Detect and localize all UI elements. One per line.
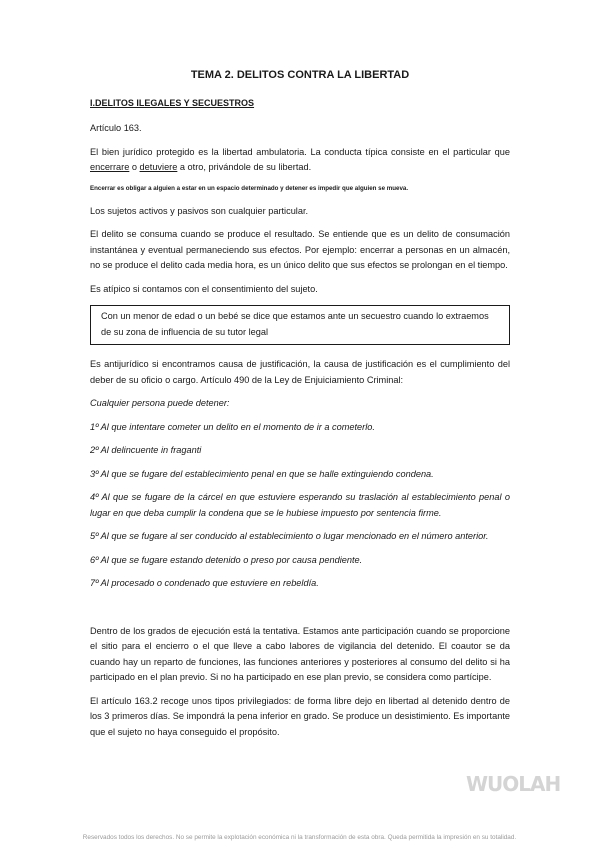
page-title: TEMA 2. DELITOS CONTRA LA LIBERTAD (190, 69, 410, 81)
highlight-box: Con un menor de edad o un bebé se dice que estamos ante un secuestro cuando lo extraemos de su zona de influencia de su tutor legal (90, 305, 510, 345)
list-item: 1º Al que intentare cometer un delito en el momento de ir a cometerlo. (90, 421, 375, 432)
term-encerrare: encerrare (90, 162, 130, 172)
paragraph-antijuridical: Es antijurídico si encontramos causa de justificación, la causa de justificación es el cumplimiento del deber de su oficio o cargo. Artículo 490 de la Ley de Enjuiciamiento Criminal: (90, 359, 510, 385)
paragraph-attempt: Dentro de los grados de ejecución está la tentativa. Estamos ante participación cuando se proporcione el sitio para el encierro o el que lleve a cabo labores de vigilancia del detenido. El coautor se da cuando hay un reparto de funciones, las funciones anteriores y posteriores al consumo del delito si ha participado en el plan previo. Si no ha participado en ese plan previo, se considera como partícipe. (90, 625, 510, 682)
wuolah-logo: WUOLAH (466, 772, 561, 796)
detention-list (90, 396, 510, 592)
list-intro: Cualquier persona puede detener: (90, 398, 230, 408)
definition-note: Encerrar es obligar a alguien a estar en un espacio determinado y detener es impedir que alguien se mueva. (90, 184, 409, 192)
article-reference: Artículo 163. (90, 123, 142, 133)
list-item: 2º Al delincuente in fraganti (90, 445, 202, 455)
paragraph-consummation: El delito se consuma cuando se produce el resultado. Se entiende que es un delito de consumación instantánea y eventual permaneciendo sus efectos. Por ejemplo: encerrar a personas en un almacén, no se produce el delito cada media hora, es un único delito que sus efectos se prolongan en el tiempo. (90, 229, 510, 270)
term-detuviere: detuviere (139, 162, 178, 172)
paragraph-atypical: Es atípico si contamos con el consentimiento del sujeto. (90, 283, 318, 294)
spacer (90, 600, 510, 624)
list-item: 3º Al que se fugare del establecimiento penal en que se halle extinguiendo condena. (90, 468, 434, 479)
paragraph-privileged: El artículo 163.2 recoge unos tipos privilegiados: de forma libre dejo en libertad al detenido dentro de los 3 primeros días. Se impondrá la pena inferior en grado. Se produce un desistimiento. Es importante que el sujeto no haya conseguido el propósito. (90, 695, 510, 737)
paragraph-legal-interest: El bien jurídico protegido es la libertad ambulatoria. La conducta típica consiste en el particular que encerrare o detuviere a otro, privándole de su libertad. (90, 146, 510, 172)
paragraph-subjects: Los sujetos activos y pasivos son cualquier particular. (90, 205, 309, 216)
list-item: 5º Al que se fugare al ser conducido al establecimiento o lugar mencionado en el número anterior. (90, 531, 489, 541)
section-heading: I.DELITOS ILEGALES Y SECUESTROS (90, 97, 255, 108)
list-item: 7º Al procesado o condenado que estuviere en rebeldía. (90, 578, 319, 588)
list-item: 4º Al que se fugare de la cárcel en que estuviere esperando su traslación al establecimiento penal o lugar en que deba cumplir la condena que se le hubiese impuesto por sentencia firme. (90, 492, 510, 518)
copyright-footer: Reservados todos los derechos. No se permite la explotación económica ni la transformación de esta obra. Queda permitida la impresión en su totalidad. (82, 834, 517, 841)
list-item: 6º Al que se fugare estando detenido o preso por causa pendiente. (90, 554, 363, 565)
document-body (90, 68, 510, 748)
